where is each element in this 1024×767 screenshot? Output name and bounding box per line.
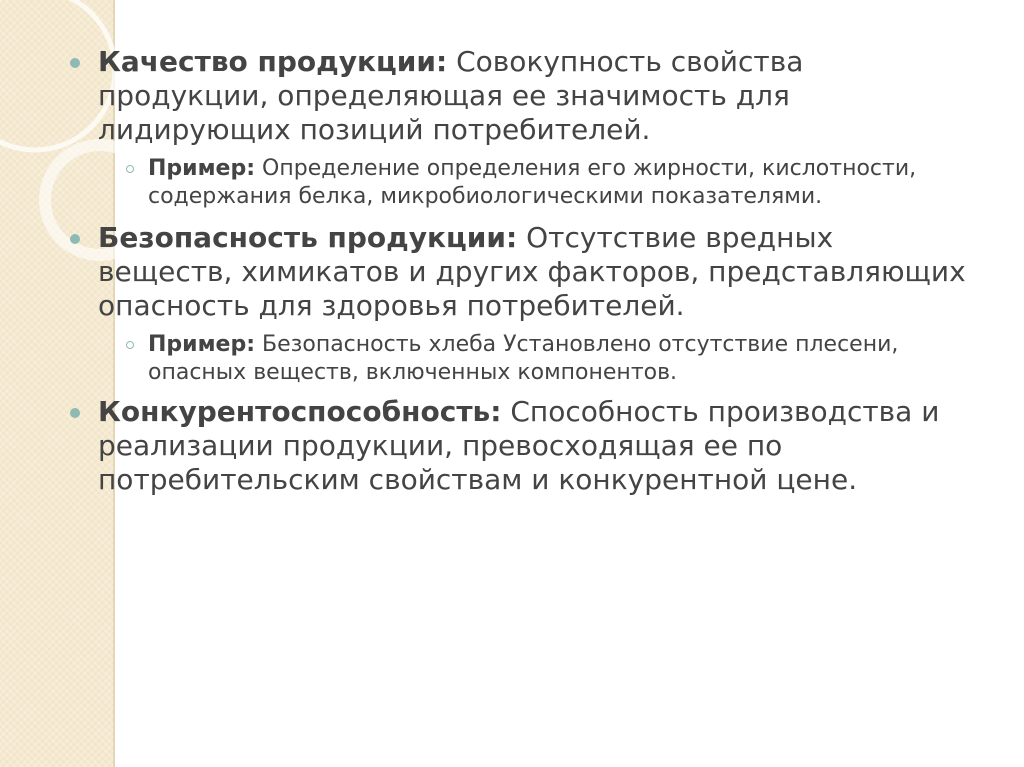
sub-bullet-quality-example — [126, 155, 970, 211]
bullet-item-safety — [70, 221, 970, 323]
definition-text: Способность производства и реализации продукции, превосходящая ее по потребительским свойствам и конкурентной цене. — [98, 395, 940, 496]
bullet-list — [70, 45, 970, 497]
term-label: Качество продукции: — [98, 45, 448, 78]
bullet-dot-icon — [70, 234, 80, 244]
definition-text: Совокупность свойства продукции, определяющая ее значимость для лидирующих позиций потребителей. — [98, 45, 804, 146]
definition-text: Отсутствие вредных веществ, химикатов и других факторов, представляющих опасность для здоровья потребителей. — [98, 221, 966, 322]
sub-bullet-safety-example — [126, 331, 970, 387]
bullet-ring-icon — [126, 341, 134, 349]
term-label: Безопасность продукции: — [98, 221, 518, 254]
term-label: Конкурентоспособность: — [98, 395, 502, 428]
bullet-dot-icon — [70, 408, 80, 418]
bullet-item-competitiveness — [70, 395, 970, 497]
example-text: Определение определения его жирности, кислотности, содержания белка, микробиологическими показателями. — [148, 156, 917, 209]
example-label: Пример: — [148, 156, 256, 181]
bullet-dot-icon — [70, 58, 80, 68]
example-text: Безопасность хлеба Установлено отсутствие плесени, опасных веществ, включенных компонентов. — [148, 332, 899, 385]
bullet-item-quality — [70, 45, 970, 147]
example-label: Пример: — [148, 332, 256, 357]
bullet-ring-icon — [126, 165, 134, 173]
